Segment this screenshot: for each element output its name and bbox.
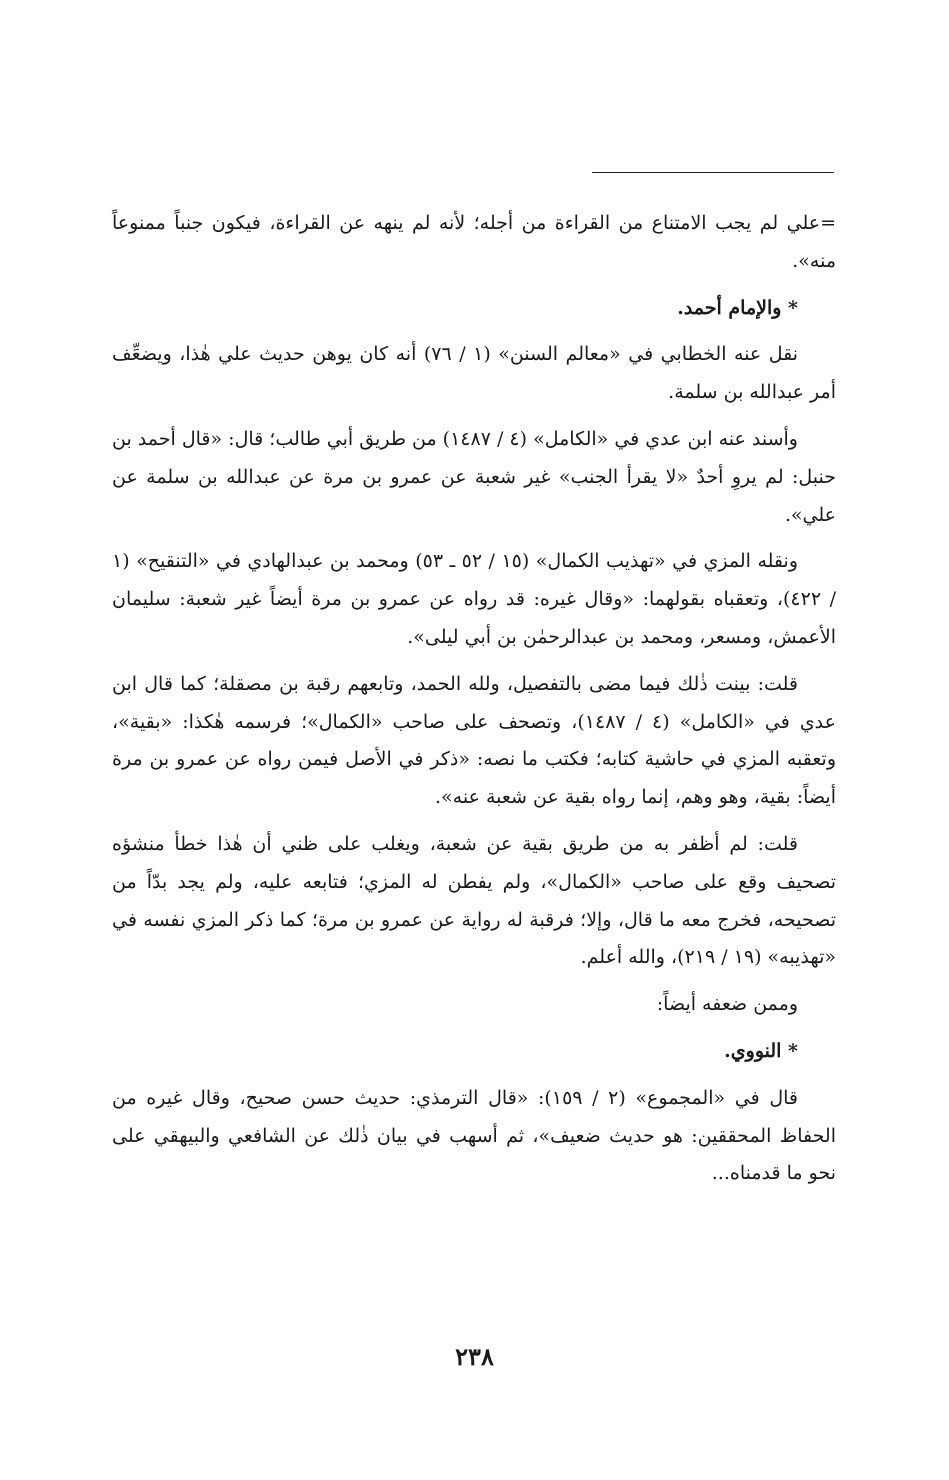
section-heading-ahmad: * والإمام أحمد. [677, 296, 798, 319]
paragraph: وممن ضعفه أيضاً: [656, 993, 798, 1016]
body-text [112, 205, 836, 1202]
paragraph: قلت: بينت ذٰلك فيما مضى بالتفصيل، ولله الحمد، وتابعهم رقبة بن مصقلة؛ كما قال ابن عدي في «الكامل» (٤ / ١٤٨٧)، وتصحف على صاحب «الكمال»؛ فرسمه هٰكذا: «بقية»، وتعقبه المزي في حاشية كتابه؛ فكتب ما نصه: «ذكر في الأصل فيمن رواه عن عمرو بن مرة أيضاً: بقية، وهو وهم، إنما رواه بقية عن شعبة عنه». [112, 672, 836, 809]
paragraph-continuation: =علي لم يجب الامتناع من القراءة من أجله؛ لأنه لم ينهه عن القراءة، فيكون جنباً ممنوعاً منه». [112, 212, 836, 272]
section-heading-nawawi: * النووي. [724, 1039, 798, 1062]
page-number: ٢٣٨ [455, 1342, 494, 1371]
paragraph: وأسند عنه ابن عدي في «الكامل» (٤ / ١٤٨٧) من طريق أبي طالب؛ قال: «قال أحمد بن حنبل: لم يروِ أحدٌ «لا يقرأ الجنب» غير شعبة عن عمرو بن مرة عن عبدالله بن سلمة عن علي». [112, 427, 836, 526]
footnote-separator-line [592, 172, 834, 173]
paragraph: نقل عنه الخطابي في «معالم السنن» (١ / ٧٦) أنه كان يوهن حديث علي هٰذا، ويضعِّف أمر عبدالله بن سلمة. [112, 343, 836, 404]
paragraph: قال في «المجموع» (٢ / ١٥٩): «قال الترمذي: حديث حسن صحيح، وقال غيره من الحفاظ المحققين: هو حديث ضعيف»، ثم أسهب في بيان ذٰلك عن الشافعي والبيهقي على نحو ما قدمناه... [112, 1086, 836, 1185]
paragraph: قلت: لم أظفر به من طريق بقية عن شعبة، ويغلب على ظني أن هٰذا خطأ منشؤه تصحيف وقع على صاحب «الكمال»، ولم يفطن له المزي؛ فتابعه عليه، ولم يجد بدّاً من تصحيحه، فخرج معه ما قال، وإلا؛ فرقبة له رواية عن عمرو بن مرة؛ كما ذكر المزي نفسه في «تهذيبه» (١٩ / ٢١٩)، والله أعلم. [112, 832, 836, 969]
paragraph: ونقله المزي في «تهذيب الكمال» (١٥ / ٥٢ ـ ٥٣) ومحمد بن عبدالهادي في «التنقيح» (١ / ٤٢٢)، وتعقباه بقولهما: «وقال غيره: قد رواه عن عمرو بن مرة أيضاً غير شعبة: سليمان الأعمش، ومسعر، ومحمد بن عبدالرحمٰن بن أبي ليلى». [112, 550, 836, 648]
